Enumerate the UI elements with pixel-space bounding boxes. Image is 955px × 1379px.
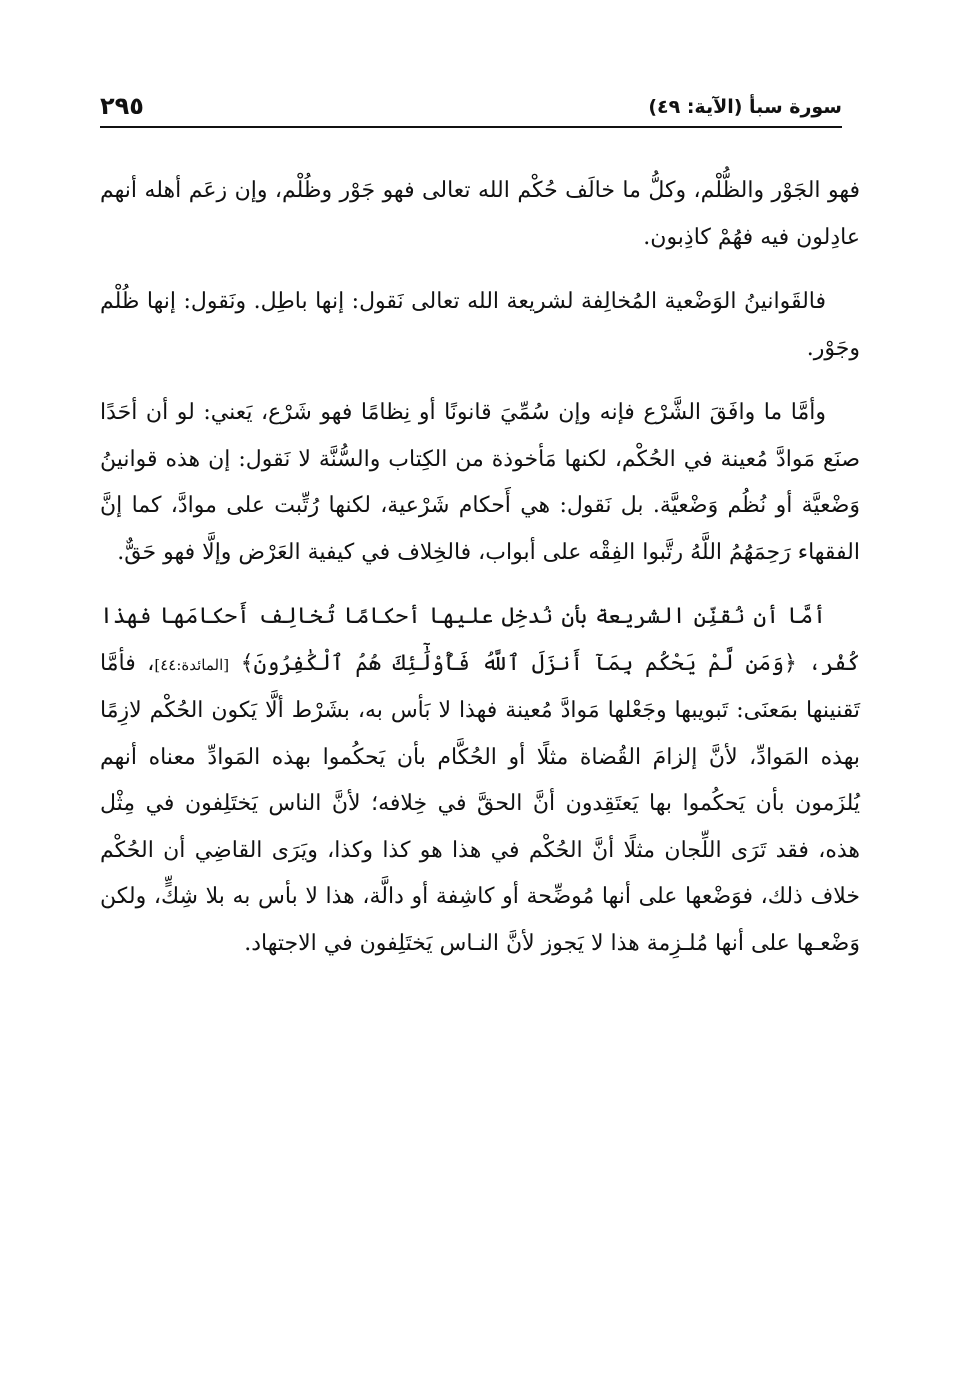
paragraph-3: وأمَّا ما وافَقَ الشَّرْع فإنه وإن سُمِّيَ قانونًا أو نِظامًا فهو شَرْع، يَعني: لو أن أحَدًا صنَع مَوادَّ مُعينة في الحُكْم، لكنها مَأخوذة من الكِتاب والسُّنَّة لا نَقول: إن هذه قوانينُ وَضْعيَّة أو نُظُم وَضْعيَّة. بل نَقول: هي أَحكام شَرْعية، لكنها رُتِّبت على موادَّ، كما إنَّ الفقهاء رَحِمَهُمُ اللَّهُ رتَّبوا الفِقْه على أبواب، فالخِلاف في كيفية العَرْض وإلَّا فهو حَقٌّ. — [100, 400, 860, 565]
surah-title: سورة سبأ (الآية: ٤٩) — [648, 96, 842, 118]
body-text — [100, 168, 860, 985]
paragraph-4-rest: ، فأمَّا تَقنينها بمَعنَى: تَبويبها وجَعْلها مَوادَّ مُعينة فهذا لا بَأس به، بشَرْط ألَّا يَكون الحُكْم لازِمًا بهذه المَوادِّ، لأنَّ إلزامَ القُضاة مثلًا أو الحُكَّام بأن يَحكُموا بهذه المَوادِّ معناه أنهم يُلزَمون بأن يَحكُموا بها يَعتَقِدون أنَّ الحقَّ في خِلافه؛ لأنَّ الناس يَختَلِفون في مِثْل هذه، فقد تَرَى اللِّجان مثلًا أنَّ الحُكْم في هذا هو كذا وكذا، ويَرَى القاضِي أن الحُكْم خلاف ذلك، فوَضْعها على أنها مُوضِّحة أو كاشِفة أو دالَّة، هذا لا بأس به بلا شِكٍّ، ولكن وَضْعـها على أنها مُلـزِمة هذا لا يَجوز لأنَّ النـاس يَختَلِفون في الاجتهاد. — [100, 650, 860, 956]
paragraph-4-intro: أمَّا أن نُقنِّن الشريعة بأن نُدخِل عليها أحكامًا تُخالِف أَحكامَها فهذا كُفْر، — [100, 604, 860, 676]
paragraph-1: فهو الجَوْر والظُّلْم، وكلُّ ما خالَف حُكْم الله تعالى فهو جَوْر وظُلْم، وإن زعَم أهله أنهم عادِلون فيه فهُمْ كاذِبون. — [100, 178, 860, 250]
paragraph-4 — [100, 594, 860, 967]
page-number: ٢٩٥ — [100, 92, 144, 120]
verse-reference: [المائدة:٤٤] — [154, 655, 230, 674]
header-rule — [100, 126, 842, 128]
quran-verse: ﴿وَمَن لَّمْ يَحْكُم بِمَآ أَنزَلَ ٱللَّهُ فَأُوْلَٰٓئِكَ هُمُ ٱلْكَٰفِرُونَ﴾ — [240, 650, 797, 676]
paragraph-2: فالقَوانينُ الوَضْعية المُخالِفة لشريعة الله تعالى نَقول: إنها باطِل. ونَقول: إنها ظُلْم وجَوْر. — [100, 289, 860, 361]
page-header — [100, 92, 842, 128]
